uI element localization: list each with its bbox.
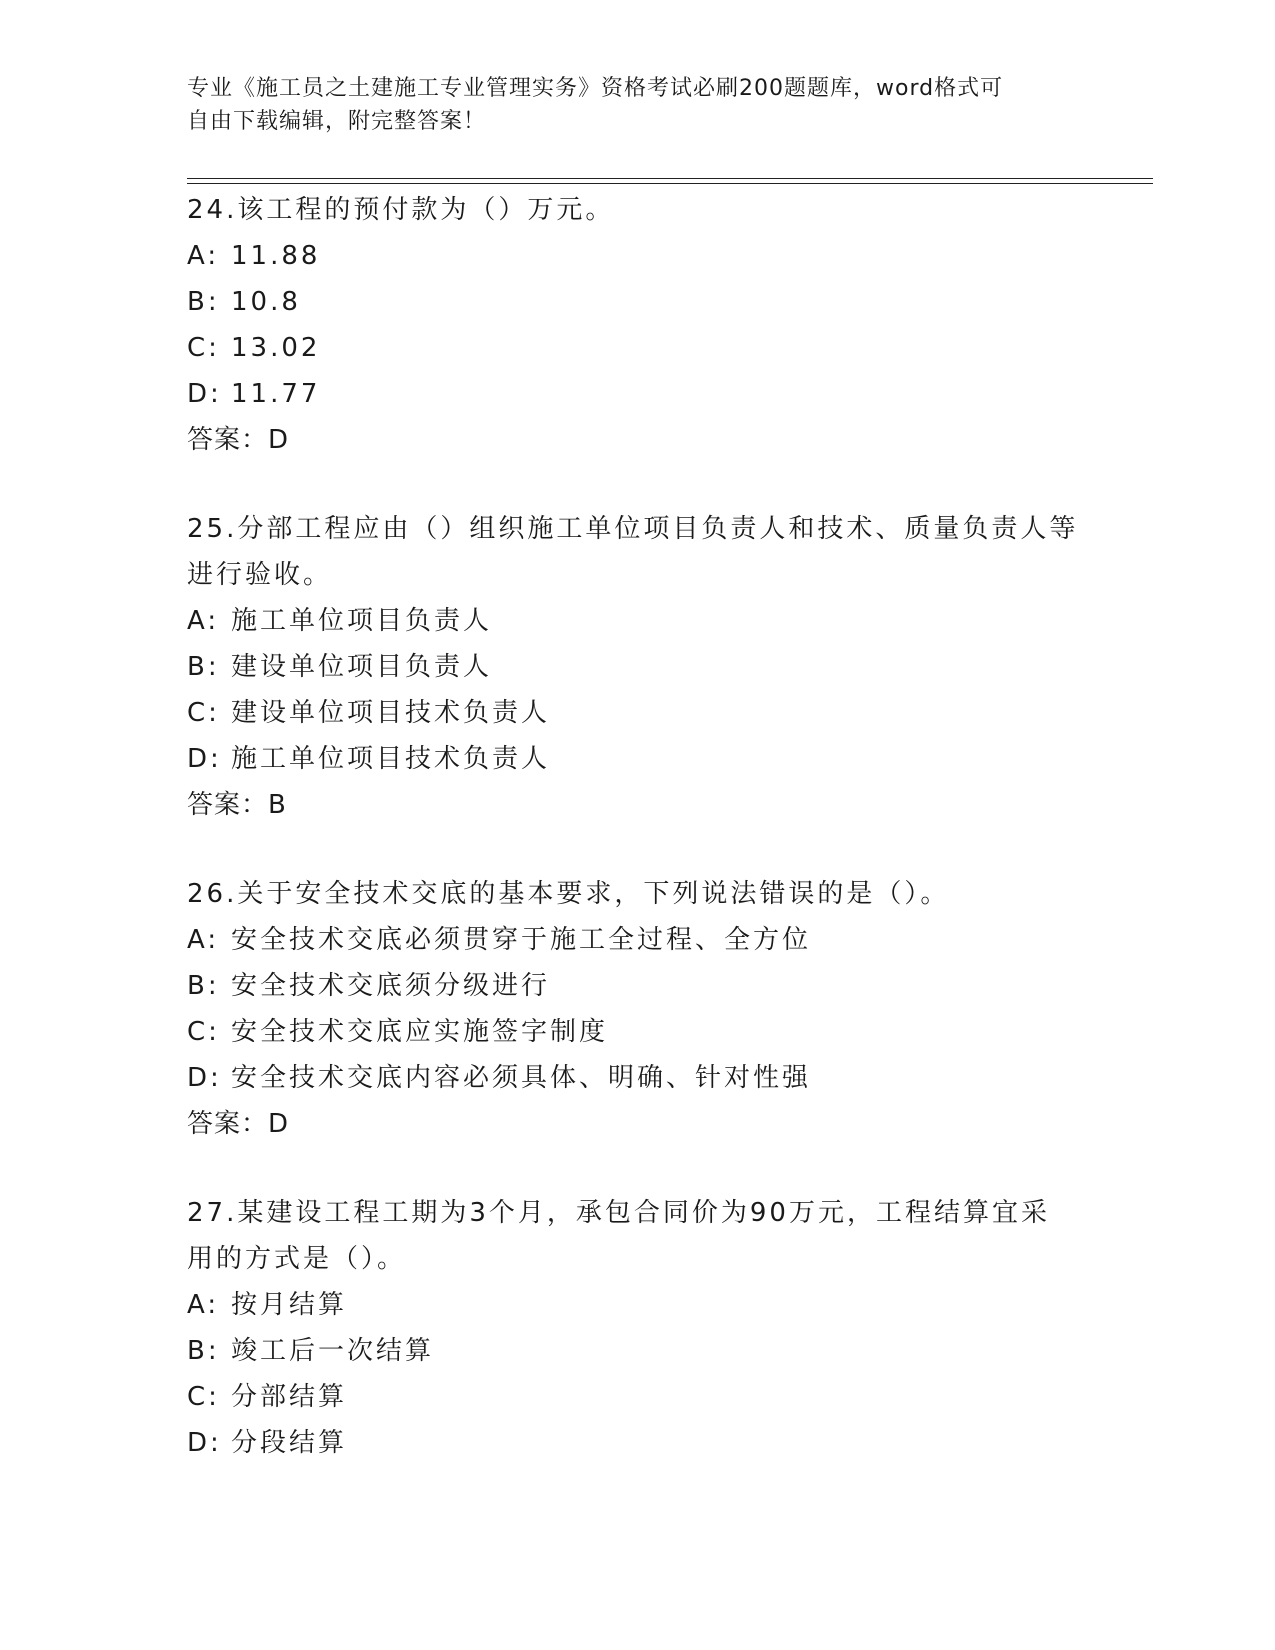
option-text: 施工单位项目技术负责人 (231, 744, 551, 774)
option-b (187, 1328, 1087, 1374)
option-d (187, 1055, 1087, 1101)
header-line-2: 自由下载编辑，附完整答案！ (187, 109, 487, 134)
option-c (187, 690, 1087, 736)
question-stem-continued: 进行验收。 (187, 560, 333, 590)
option-c (187, 1009, 1087, 1055)
question-stem: 26.关于安全技术交底的基本要求，下列说法错误的是（）。 (187, 879, 950, 909)
option-text: 建设单位项目负责人 (231, 652, 493, 682)
option-text: 13.02 (231, 333, 321, 363)
header-rule-bottom (187, 183, 1153, 184)
question-stem: 24.该工程的预付款为（）万元。 (187, 195, 615, 225)
option-text: 分段结算 (231, 1428, 348, 1458)
option-b (187, 279, 1087, 325)
header-line-1: 专业《施工员之土建施工专业管理实务》资格考试必刷200题题库，word格式可 (187, 76, 1004, 101)
option-letter: D: (187, 1063, 222, 1093)
option-a (187, 1282, 1087, 1328)
question-stem: 27.某建设工程工期为3个月，承包合同价为90万元，工程结算宜采 (187, 1198, 1050, 1228)
option-text: 安全技术交底内容必须具体、明确、针对性强 (231, 1063, 812, 1093)
option-text: 分部结算 (231, 1382, 348, 1412)
header-rule-top (187, 178, 1153, 179)
question-stem: 25.分部工程应由（）组织施工单位项目负责人和技术、质量负责人等 (187, 514, 1079, 544)
option-a (187, 917, 1087, 963)
question-27 (187, 1190, 1087, 1466)
option-text: 施工单位项目负责人 (231, 606, 493, 636)
option-letter: B: (187, 971, 220, 1001)
question-24 (187, 187, 1087, 463)
option-text: 安全技术交底必须贯穿于施工全过程、全方位 (231, 925, 812, 955)
option-letter: C: (187, 1382, 220, 1412)
option-letter: C: (187, 1017, 220, 1047)
option-a (187, 233, 1087, 279)
option-letter: D: (187, 1428, 222, 1458)
question-stem-continued: 用的方式是（）。 (187, 1244, 407, 1274)
option-text: 11.77 (231, 379, 321, 409)
question-26 (187, 871, 1087, 1147)
option-b (187, 644, 1087, 690)
option-letter: B: (187, 287, 220, 317)
question-25 (187, 506, 1087, 828)
option-b (187, 963, 1087, 1009)
answer: 答案：D (187, 425, 290, 455)
option-letter: A: (187, 606, 220, 636)
option-d (187, 736, 1087, 782)
option-letter: A: (187, 1290, 220, 1320)
option-letter: B: (187, 652, 220, 682)
answer: 答案：B (187, 790, 287, 820)
option-d (187, 1420, 1087, 1466)
option-text: 建设单位项目技术负责人 (231, 698, 551, 728)
option-c (187, 1374, 1087, 1420)
option-letter: B: (187, 1336, 220, 1366)
option-letter: C: (187, 698, 220, 728)
option-a (187, 598, 1087, 644)
option-text: 按月结算 (231, 1290, 348, 1320)
question-list (187, 187, 1087, 1466)
option-letter: A: (187, 925, 220, 955)
option-text: 11.88 (231, 241, 321, 271)
answer: 答案：D (187, 1109, 290, 1139)
option-text: 安全技术交底应实施签字制度 (231, 1017, 609, 1047)
document-header (187, 72, 1067, 138)
option-text: 安全技术交底须分级进行 (231, 971, 551, 1001)
option-letter: D: (187, 379, 222, 409)
option-text: 竣工后一次结算 (231, 1336, 435, 1366)
option-letter: C: (187, 333, 220, 363)
option-text: 10.8 (231, 287, 301, 317)
option-letter: D: (187, 744, 222, 774)
option-d (187, 371, 1087, 417)
option-c (187, 325, 1087, 371)
option-letter: A: (187, 241, 220, 271)
